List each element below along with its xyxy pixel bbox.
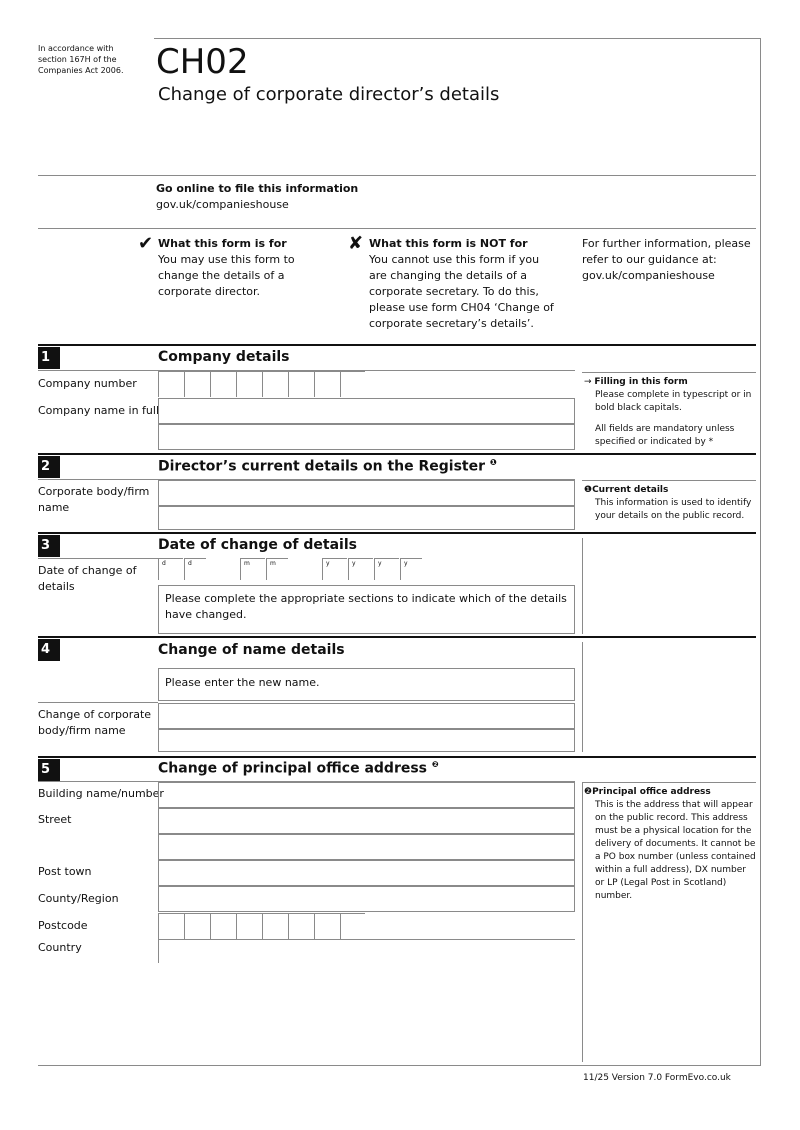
instruction-box	[158, 585, 575, 634]
date-cell-m: m	[266, 558, 288, 580]
side-note-title: Current details	[592, 485, 669, 495]
version-footer: 11/25 Version 7.0 FormEvo.co.uk	[583, 1073, 731, 1083]
page-bottom-border	[38, 1065, 761, 1066]
county-field[interactable]	[158, 886, 575, 912]
note-marker: ❶	[489, 458, 497, 467]
section-title: Date of change of details	[158, 537, 357, 553]
date-cell-y: y	[348, 558, 373, 580]
note-marker-icon: ❶	[584, 485, 593, 495]
company-name-field-2[interactable]	[158, 424, 575, 450]
corporate-body-field-1[interactable]	[158, 480, 575, 506]
instruction-text: Please complete the appropriate sections to indicate which of the details have changed.	[165, 592, 567, 621]
section-rule	[38, 453, 756, 455]
divider	[582, 642, 583, 752]
section-number: 4	[38, 639, 60, 661]
not-text: You cannot use this form if you are changing the details of a corporate secretary. To do this, please use form CH04 ‘Change of corporate secretary’s details’.	[369, 253, 554, 330]
county-label: County/Region	[38, 892, 119, 905]
form-title: Change of corporate director’s details	[158, 84, 500, 105]
street-field-1[interactable]	[158, 808, 575, 834]
street-label: Street	[38, 813, 72, 826]
page-top-border	[154, 38, 761, 39]
country-field[interactable]	[158, 939, 159, 963]
section-rule	[38, 344, 756, 346]
section-title	[158, 458, 497, 475]
corporate-body-field-2[interactable]	[158, 506, 575, 530]
section-rule	[38, 756, 756, 758]
company-name-label: Company name in full	[38, 404, 159, 417]
new-name-field-1[interactable]	[158, 703, 575, 729]
date-cell-y: y	[374, 558, 399, 580]
instruction-box	[158, 668, 575, 701]
side-note-title: Principal office address	[592, 787, 711, 797]
country-label: Country	[38, 941, 82, 954]
company-number-label: Company number	[38, 377, 137, 390]
page-right-border	[760, 38, 761, 1066]
side-note-text: This is the address that will appear on the public record. This address must be a physical location for the delivery of documents. It cannot be a PO box number (unless contained within a full address), DX number or LP (Legal Post in Scotland) number.	[595, 800, 756, 901]
online-heading: Go online to file this information	[156, 182, 359, 195]
side-note-filling	[584, 376, 756, 449]
divider	[38, 558, 158, 559]
instruction-text: Please enter the new name.	[165, 676, 320, 689]
postcode-field[interactable]	[158, 913, 365, 939]
divider	[582, 372, 756, 373]
new-name-label: Change of corporate body/firm name	[38, 708, 152, 737]
cross-icon: ✘	[348, 233, 364, 254]
building-field[interactable]	[158, 782, 575, 808]
section-title-text: Director’s current details on the Register	[158, 458, 486, 475]
section-title	[158, 760, 439, 777]
date-cell-m: m	[240, 558, 265, 580]
date-cell-d: d	[158, 558, 183, 580]
company-number-field[interactable]	[158, 371, 365, 397]
section-number: 5	[38, 759, 60, 781]
section-rule	[38, 636, 756, 638]
date-field[interactable]	[158, 558, 428, 582]
divider	[582, 480, 756, 481]
note-marker: ❷	[431, 760, 439, 769]
section-number: 2	[38, 456, 60, 478]
divider	[38, 175, 756, 176]
section-number: 3	[38, 535, 60, 557]
further-info: For further information, please refer to our guidance at: gov.uk/companieshouse	[582, 237, 751, 282]
side-note-text: All fields are mandatory unless specified or indicated by *	[595, 424, 735, 447]
check-icon: ✔	[138, 233, 154, 254]
new-name-field-2[interactable]	[158, 729, 575, 752]
online-url[interactable]: gov.uk/companieshouse	[156, 198, 289, 211]
section-title-text: Change of principal office address	[158, 760, 428, 777]
company-name-field-1[interactable]	[158, 398, 575, 424]
for-title: What this form is for	[158, 237, 287, 250]
divider	[582, 782, 756, 783]
legal-note: In accordance with section 167H of the Companies Act 2006.	[38, 44, 124, 75]
date-cell-d: d	[184, 558, 206, 580]
divider	[38, 702, 158, 703]
note-marker-icon: ❷	[584, 787, 593, 797]
form-code: CH02	[156, 42, 249, 82]
section-title: Company details	[158, 349, 290, 365]
street-field-2[interactable]	[158, 834, 575, 860]
side-note-current	[584, 484, 756, 523]
arrow-icon: →	[584, 377, 595, 387]
date-cell-y: y	[322, 558, 347, 580]
divider	[38, 228, 756, 229]
side-note-principal-office	[584, 786, 756, 903]
not-title: What this form is NOT for	[369, 237, 528, 250]
divider	[158, 939, 575, 940]
town-field[interactable]	[158, 860, 575, 886]
date-label: Date of change of details	[38, 564, 137, 593]
date-cell-y: y	[400, 558, 422, 580]
for-text: You may use this form to change the details of a corporate director.	[158, 253, 295, 298]
divider	[582, 782, 583, 1062]
section-number: 1	[38, 347, 60, 369]
postcode-label: Postcode	[38, 919, 88, 932]
side-note-title: Filling in this form	[594, 377, 688, 387]
side-note-text: This information is used to identify your details on the public record.	[595, 498, 752, 521]
section-title: Change of name details	[158, 642, 345, 658]
divider	[582, 538, 583, 634]
corporate-body-label: Corporate body/firm name	[38, 485, 150, 514]
building-label: Building name/number	[38, 787, 164, 800]
section-rule	[38, 532, 756, 534]
town-label: Post town	[38, 865, 92, 878]
side-note-text: Please complete in typescript or in bold black capitals.	[595, 390, 752, 413]
